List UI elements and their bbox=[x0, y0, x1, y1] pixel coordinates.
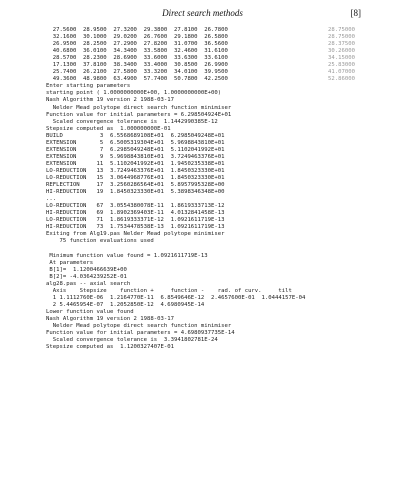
listing-line: ... bbox=[46, 196, 57, 203]
listing-line: HI-REDUCTION 19 1.8450323330E+01 5.3898346348E+00 bbox=[46, 189, 225, 196]
listing-line: HI-REDUCTION 73 1.7534478538E-13 1.0921611719E-13 bbox=[46, 224, 225, 231]
listing-line: 28.5700 28.2300 28.6900 33.6000 33.6300 33.6100 bbox=[46, 55, 228, 62]
listing-line: EXTENSION 11 5.1102041992E+01 1.9450235338E+01 bbox=[46, 160, 225, 167]
listing-line: LO-REDUCTION 15 3.0644968776E+01 1.8450323330E+01 bbox=[46, 174, 225, 181]
side-column-value: 28.75000 bbox=[328, 27, 355, 33]
listing-line bbox=[46, 245, 376, 252]
listing-line: Scaled convergence tolerance is 1.1442990385E-12 bbox=[46, 118, 218, 125]
listing-line: Nelder Mead polytope direct search function minimiser bbox=[46, 322, 232, 329]
listing-line: B[1]= 1.1200466639E+00 bbox=[46, 266, 127, 273]
listing-line: 1 1.1112760E-06 1.2164770E-11 6.8549646E-12 2.4657600E-01 1.0444157E-04 bbox=[46, 294, 306, 301]
listing-line: 75 function evaluations used bbox=[46, 238, 154, 245]
listing-line: EXTENSION 5 6.5005319304E+01 5.9698843810E+01 bbox=[46, 139, 225, 146]
listing-line: LO-REDUCTION 71 1.8619333371E-12 1.0921611719E-13 bbox=[46, 217, 225, 224]
listing-line: LO-REDUCTION 67 3.0554380078E-11 1.8619333713E-12 bbox=[46, 203, 225, 210]
listing-line: Nash Algorithm 19 version 2 1988-03-17 bbox=[46, 97, 174, 104]
program-output-listing bbox=[46, 27, 376, 351]
listing-line: Function value for initial parameters = 6.298504924E+01 bbox=[46, 111, 232, 118]
listing-line: Enter starting parameters bbox=[46, 83, 131, 90]
listing-line: 17.1300 37.8100 38.3400 33.4000 30.8500 26.9900 bbox=[46, 62, 228, 69]
listing-line: 27.5600 28.9500 27.3200 29.3800 27.8100 26.7800 bbox=[46, 27, 228, 33]
listing-line: starting point ( 1.0000000000E+00, 1.0000000000E+00) bbox=[46, 90, 222, 97]
listing-line: At parameters bbox=[46, 259, 94, 266]
listing-line: Axis Stepsize function + function - rad. of curv. tilt bbox=[46, 287, 292, 294]
listing-line: B[2]= -4.0364239252E-01 bbox=[46, 273, 127, 280]
listing-line: 32.1600 30.1000 29.0200 26.7600 29.1800 26.5800 bbox=[46, 34, 228, 41]
data-side-column bbox=[328, 27, 388, 83]
listing-line: Nash Algorithm 19 version 2 1988-03-17 bbox=[46, 315, 174, 322]
running-header bbox=[0, 8, 405, 22]
side-column-value: 25.83000 bbox=[328, 62, 355, 69]
listing-line: Function value for initial parameters = 4.6980937735E-14 bbox=[46, 330, 235, 337]
listing-line: Scaled convergence tolerance is 3.3941802781E-24 bbox=[46, 337, 218, 344]
listing-line: alg28.pas -- axial search bbox=[46, 280, 131, 287]
page-number: [8] bbox=[350, 8, 361, 18]
running-title: Direct search methods bbox=[162, 8, 243, 18]
listing-line: BUILD 3 6.5568689108E+01 6.2985049248E+01 bbox=[46, 132, 225, 139]
side-column-value: 28.75000 bbox=[328, 34, 355, 41]
listing-line: REFLECTION 17 3.2560286564E+01 5.8957995328E+00 bbox=[46, 182, 225, 189]
listing-line: 49.3600 48.9800 63.4900 57.7400 50.7800 42.2500 bbox=[46, 76, 228, 83]
listing-line: 26.9500 28.2500 27.2900 27.8200 31.0700 36.5600 bbox=[46, 41, 228, 48]
side-column-value: 28.37500 bbox=[328, 41, 355, 48]
listing-line: Exiting from Alg19.pas Nelder Mead polytope minimiser bbox=[46, 231, 225, 238]
listing-line: HI-REDUCTION 69 1.8902369403E-11 4.0132841458E-13 bbox=[46, 210, 225, 217]
listing-line: Stepsize computed as 1.1200327407E-01 bbox=[46, 344, 174, 351]
listing-line: Minimum function value found = 1.0921611719E-13 bbox=[46, 252, 208, 259]
listing-line: Lower function value found bbox=[46, 308, 134, 315]
listing-line: 25.7400 26.2100 27.5800 33.3200 34.0100 39.9500 bbox=[46, 69, 228, 76]
listing-line: LO-REDUCTION 13 3.7249463376E+01 1.8450323330E+01 bbox=[46, 167, 225, 174]
listing-line: Stepsize computed as 1.000000000E-01 bbox=[46, 125, 171, 132]
listing-line: 40.6800 36.0100 34.3400 33.5800 32.4600 31.6100 bbox=[46, 48, 228, 55]
listing-line: EXTENSION 7 6.2985049248E+01 5.1102041992E+01 bbox=[46, 146, 225, 153]
side-column-value: 52.86000 bbox=[328, 76, 355, 83]
listing-line: Nelder Mead polytope direct search function minimiser bbox=[46, 104, 232, 111]
side-column-value: 30.26000 bbox=[328, 48, 355, 55]
side-column-value: 41.07000 bbox=[328, 69, 355, 76]
listing-line: 2 5.4465954E-07 1.2052850E-12 4.6980945E-14 bbox=[46, 301, 205, 308]
side-column-value: 34.15000 bbox=[328, 55, 355, 62]
listing-line: EXTENSION 9 5.9698843810E+01 3.7249463376E+01 bbox=[46, 153, 225, 160]
